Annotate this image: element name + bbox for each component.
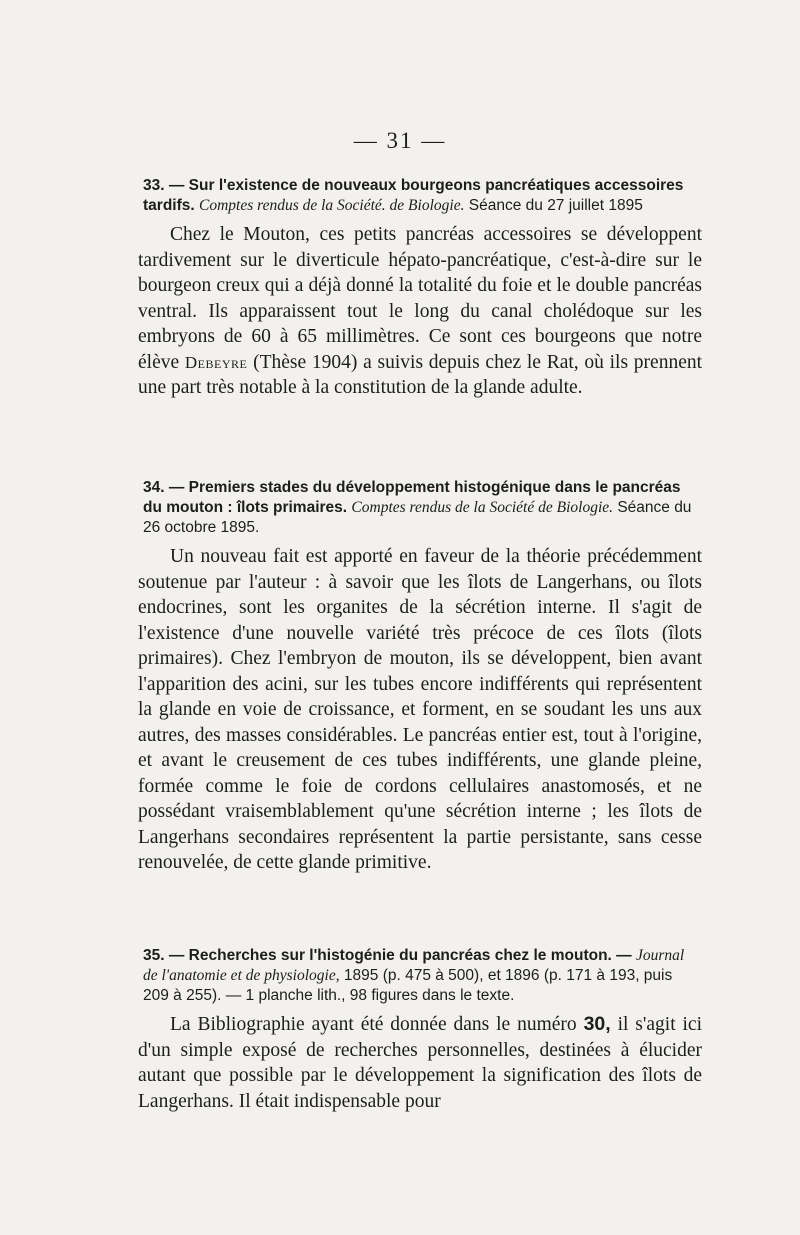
summary-text: La Bibliographie ayant été donnée dans le numéro [170,1014,577,1035]
entry-date: 1895 (p. 475 à 500), et 1896 (p. 171 à 193, puis 209 à 255). — 1 planche lith., 98 figures dans le texte. [143,967,673,1004]
page-number: — 31 — [353,128,447,153]
entry-title: — Sur l'existence de nouveaux bourgeons pancréatiques accessoires tardifs. [143,177,684,214]
entry-summary [138,222,702,401]
entry-journal: Journal de l'anatomie et de physiologie, [143,947,685,984]
entry-heading [143,478,699,538]
summary-text: il s'agit ici d'un simple exposé de recherches personnelles, destinées à élucider autant que possible par le développement la signification des îlots de Langerhans. Il était indispensable pour [138,1014,703,1112]
entry-date: Séance du 27 juillet 1895 [468,197,643,214]
entry-heading [143,946,699,1006]
entry-number: 34. [143,479,165,496]
entry-date: Séance du 26 octobre 1895. [143,499,692,536]
entry-title: — Premiers stades du développement histogénique dans le pancréas du mouton : îlots primaires. [143,479,681,516]
entry-title: — Recherches sur l'histogénie du pancréas chez le mouton. — [168,947,632,964]
entry-journal: Comptes rendus de la Société de Biologie. [351,499,613,516]
entry-journal: Comptes rendus de la Société. de Biologie. [199,197,465,214]
reference-number: 30, [583,1013,611,1035]
bibliography-entry-33 [0,176,800,401]
entry-number: 33. [143,177,165,194]
summary-text: Chez le Mouton, ces petits pancréas accessoires se développent tardivement sur le diverticule hépato-pancréatique, c'est-à-dire sur le bourgeon creux qui a déjà donné la totalité du foie et le double pancréas ventral. Ils apparaissent tout le long du canal cholédoque sur les embryons de 60 à 65 millimètres. Ce sont ces bourgeons que notre élève [138,224,702,373]
bibliography-entry-34 [0,478,800,876]
entry-heading [143,176,699,216]
summary-text: (Thèse 1904) a suivis depuis chez le Rat, où ils prennent une part très notable à la constitution de la glande adulte. [138,351,703,398]
entry-summary: Un nouveau fait est apporté en faveur de la théorie précédemment soutenue par l'auteur : à savoir que les îlots de Langerhans, ou îlots endocrines, sont les organites de la sécrétion interne. Il s'agit de l'existence d'une nouvelle variété très précoce de ces îlots (îlots primaires). Chez l'embryon de mouton, ils se développent, bien avant l'apparition des acini, sur les tubes encore indifférents qui représentent la glande en voie de croissance, et forment, en se soudant les uns aux autres, des masses considérables. Le pancréas entier est, tout à l'origine, et avant le creusement de ces tubes indifférents, une glande pleine, formée comme le foie de cordons cellulaires anastomosés, et ne possédant vraisemblablement qu'une sécrétion interne ; les îlots de Langerhans secondaires représentent la partie persistante, sans cesse renouvelée, de cette glande primitive. [138,546,702,873]
entry-summary [138,1012,702,1114]
bibliography-entry-35 [0,946,800,1114]
author-name: Debeyre [184,352,248,372]
entry-number: 35. [143,947,165,964]
